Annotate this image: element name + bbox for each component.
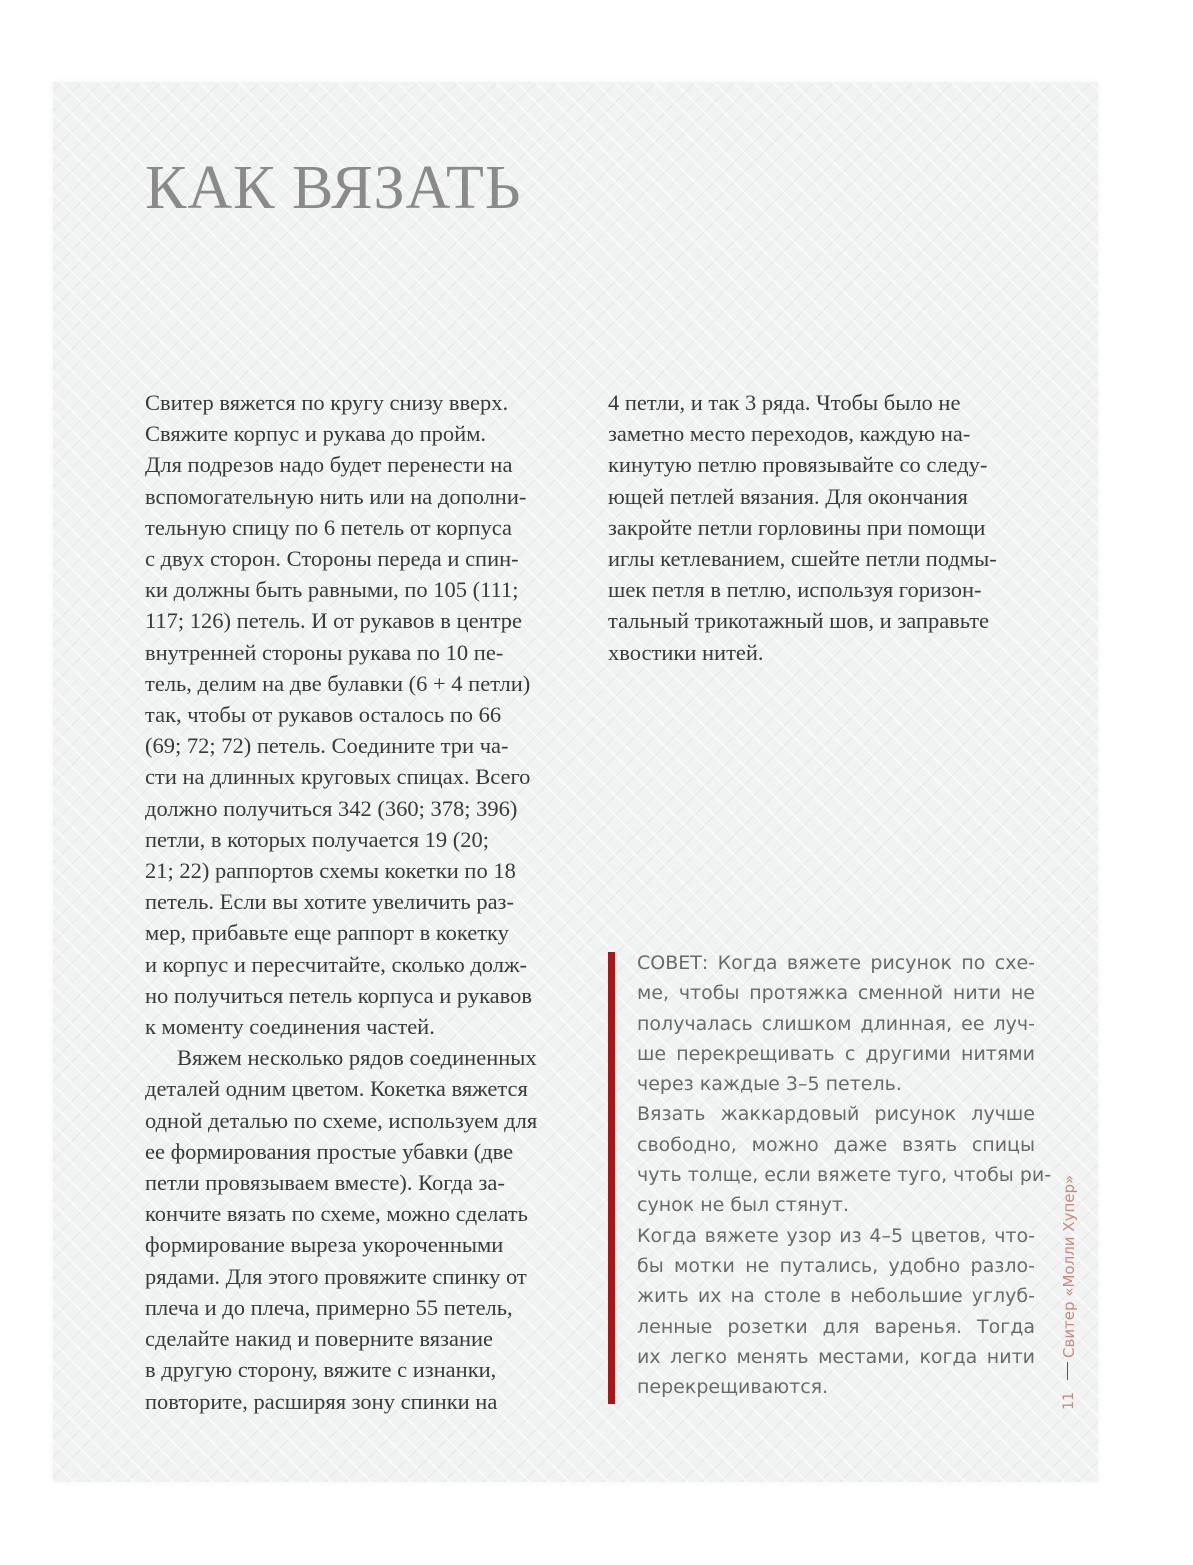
tip-line: Вязать жаккардовый рисунок лучше [637,1103,1035,1126]
body-line: 21; 22) раппортов схемы кокетки по 18 [145,858,516,884]
tip-line: их легко менять местами, когда нити [637,1345,1035,1368]
body-line: плеча и до плеча, примерно 55 петель, [145,1294,513,1320]
body-line: так, чтобы от рукавов осталось по 66 [145,702,502,728]
body-line: формирование выреза укороченными [145,1232,504,1258]
body-line: в другую сторону, вяжите с изнанки, [145,1357,497,1383]
body-column-right [608,387,1038,668]
body-line: но получиться петель корпуса и рукавов [145,982,533,1008]
body-line: 117; 126) петель. И от рукавов в центре [145,608,522,634]
body-line: вспомогательную нить или на дополни- [145,483,527,509]
tip-line: ме, чтобы протяжка сменной нити не [637,982,1035,1005]
body-line: иглы кетлеванием, сшейте петли подмы- [608,546,997,572]
body-line: одной деталью по схеме, используем для [145,1107,538,1133]
body-line: тель, делим на две булавки (6 + 4 петли) [145,670,531,696]
tip-line: перекрещиваются. [637,1376,829,1399]
body-line: к моменту соединения частей. [145,1014,435,1040]
body-line: мер, прибавьте еще раппорт в кокетку [145,920,509,946]
folio-divider [1067,1362,1068,1380]
body-line: петель. Если вы хотите увеличить раз- [145,889,514,915]
body-line: закройте петли горловины при помощи [608,514,986,540]
body-line: сти на длинных круговых спицах. Всего [145,764,531,790]
body-line: и корпус и пересчитайте, сколько долж- [145,951,527,977]
page-number: 11 [1061,1392,1077,1410]
tip-line: ленные розетки для варенья. Тогда [637,1315,1035,1338]
tip-accent-bar [608,952,615,1404]
tip-line: жить их на столе в небольшие углуб- [637,1285,1035,1308]
body-line: должно получиться 342 (360; 378; 396) [145,795,518,821]
tip-line: Когда вяжете узор из 4–5 цветов, что- [637,1224,1035,1247]
tip-line: свободно, можно даже взять спицы [637,1133,1035,1156]
body-line: Вяжем несколько рядов соединенных [177,1045,537,1071]
running-title: Свитер «Молли Хупер» [1060,1174,1078,1358]
body-line: заметно место переходов, каждую на- [608,421,971,447]
body-line: деталей одним цветом. Кокетка вяжется [145,1076,528,1102]
body-line: внутренней стороны рукава по 10 пе- [145,639,504,665]
body-line: сделайте накид и поверните вязание [145,1326,494,1352]
body-line: ки должны быть равными, по 105 (111; [145,577,519,603]
body-line: рядами. Для этого провяжите спинку от [145,1263,527,1289]
body-line: (69; 72; 72) петель. Соедините три ча- [145,733,509,759]
tip-line: чуть толще, если вяжете туго, чтобы ри- [637,1164,1052,1187]
tip-line: бы мотки не путались, удобно разло- [637,1254,1035,1277]
tip-line: сунок не был стянут. [637,1194,850,1217]
body-line: Свитер вяжется по кругу снизу вверх. [145,390,509,415]
tip-box [637,948,1052,1402]
body-line: тельную спицу по 6 петель от корпуса [145,514,513,540]
body-line: 4 петли, и так 3 ряда. Чтобы было не [608,390,961,415]
body-line: петли провязываем вместе). Когда за- [145,1170,505,1196]
body-line: кинутую петлю провязывайте со следу- [608,452,988,478]
page-title: КАК ВЯЗАТЬ [145,154,522,222]
body-line: ющей петлей вязания. Для окончания [608,483,968,509]
body-line: тальный трикотажный шов, и заправьте [608,608,990,634]
body-column-left [145,387,575,1417]
tip-line: ше перекрещивать с другими нитями [637,1042,1035,1065]
body-line: повторите, расширяя зону спинки на [145,1388,498,1414]
body-line: шек петля в петлю, используя горизон- [608,577,982,603]
tip-line: получалась слишком длинная, ее луч- [637,1012,1035,1035]
body-line: с двух сторон. Стороны переда и спин- [145,546,519,572]
body-line: хвостики нитей. [608,639,764,665]
body-line: Для подрезов надо будет перенести на [145,452,513,478]
body-line: Свяжите корпус и рукава до пройм. [145,421,487,447]
tip-line: через каждые 3–5 петель. [637,1073,902,1096]
body-line: петли, в которых получается 19 (20; [145,826,490,852]
tip-line: СОВЕТ: Когда вяжете рисунок по схе- [637,952,1035,974]
body-line: ее формирования простые убавки (две [145,1138,514,1164]
body-line: кончите вязать по схеме, можно сделать [145,1201,528,1227]
